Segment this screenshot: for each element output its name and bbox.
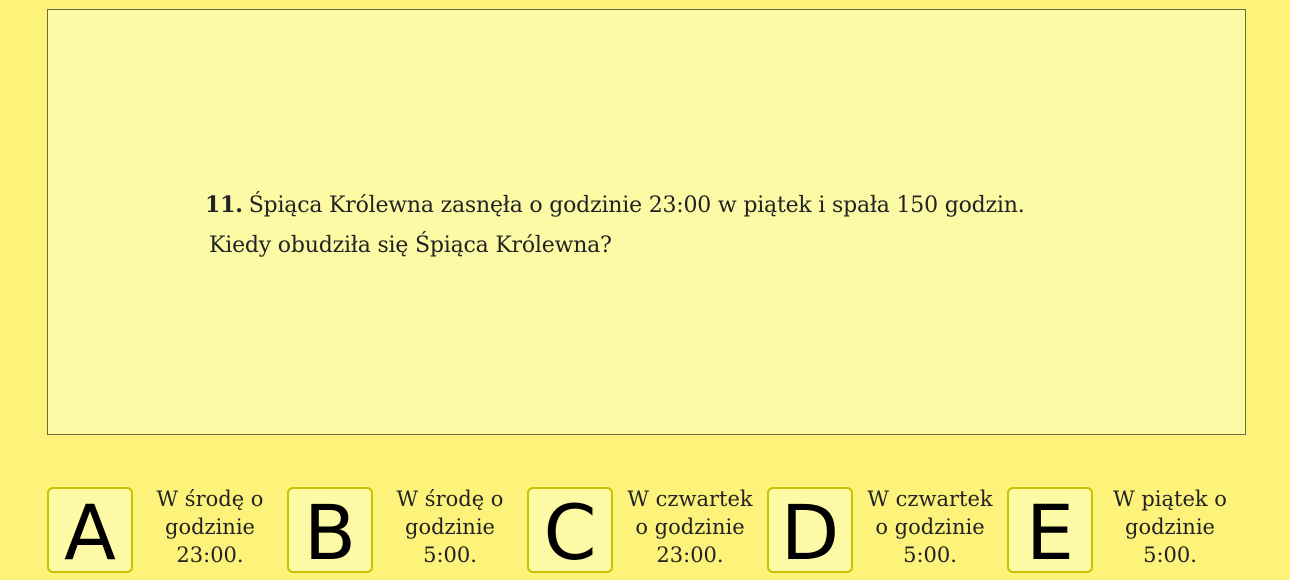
- answer-text-e: [1095, 485, 1245, 569]
- answer-box-d[interactable]: [767, 487, 853, 577]
- answer-text-line: o godzinie: [875, 515, 985, 539]
- question-panel: [47, 9, 1246, 435]
- answer-letter-d: D: [780, 488, 840, 577]
- answer-text-b: [375, 485, 525, 569]
- answer-text-c: [615, 485, 765, 569]
- answer-box-a[interactable]: [47, 487, 133, 577]
- answer-text-line: godzinie: [165, 515, 255, 539]
- answer-letter-c: C: [543, 488, 597, 577]
- question-number: 11.: [205, 192, 243, 218]
- answer-text-line: 5:00.: [1143, 543, 1197, 567]
- answer-text-line: 23:00.: [176, 543, 244, 567]
- answer-text-line: W piątek o: [1113, 487, 1227, 511]
- answer-text-line: 5:00.: [423, 543, 477, 567]
- question-line-2: Kiedy obudziła się Śpiąca Królewna?: [209, 233, 612, 258]
- answer-text-a: [135, 485, 285, 569]
- answer-text-line: 5:00.: [903, 543, 957, 567]
- answer-letter-e: E: [1025, 488, 1075, 577]
- answer-text-line: o godzinie: [635, 515, 745, 539]
- question-line-1: Śpiąca Królewna zasnęła o godzinie 23:00 w piątek i spała 150 godzin.: [248, 193, 1025, 218]
- answer-letter-b: B: [303, 488, 357, 577]
- answer-text-line: 23:00.: [656, 543, 724, 567]
- answer-text-line: godzinie: [405, 515, 495, 539]
- answer-box-e[interactable]: [1007, 487, 1093, 577]
- answer-box-b[interactable]: [287, 487, 373, 577]
- answer-box-c[interactable]: [527, 487, 613, 577]
- answer-text-line: W środę o: [156, 487, 264, 511]
- question-text: [205, 185, 1105, 266]
- answer-text-line: W środę o: [396, 487, 504, 511]
- answer-letter-a: A: [64, 488, 116, 577]
- answer-text-line: W czwartek: [867, 487, 993, 511]
- answer-text-line: godzinie: [1125, 515, 1215, 539]
- answer-text-d: [855, 485, 1005, 569]
- answer-text-line: W czwartek: [627, 487, 753, 511]
